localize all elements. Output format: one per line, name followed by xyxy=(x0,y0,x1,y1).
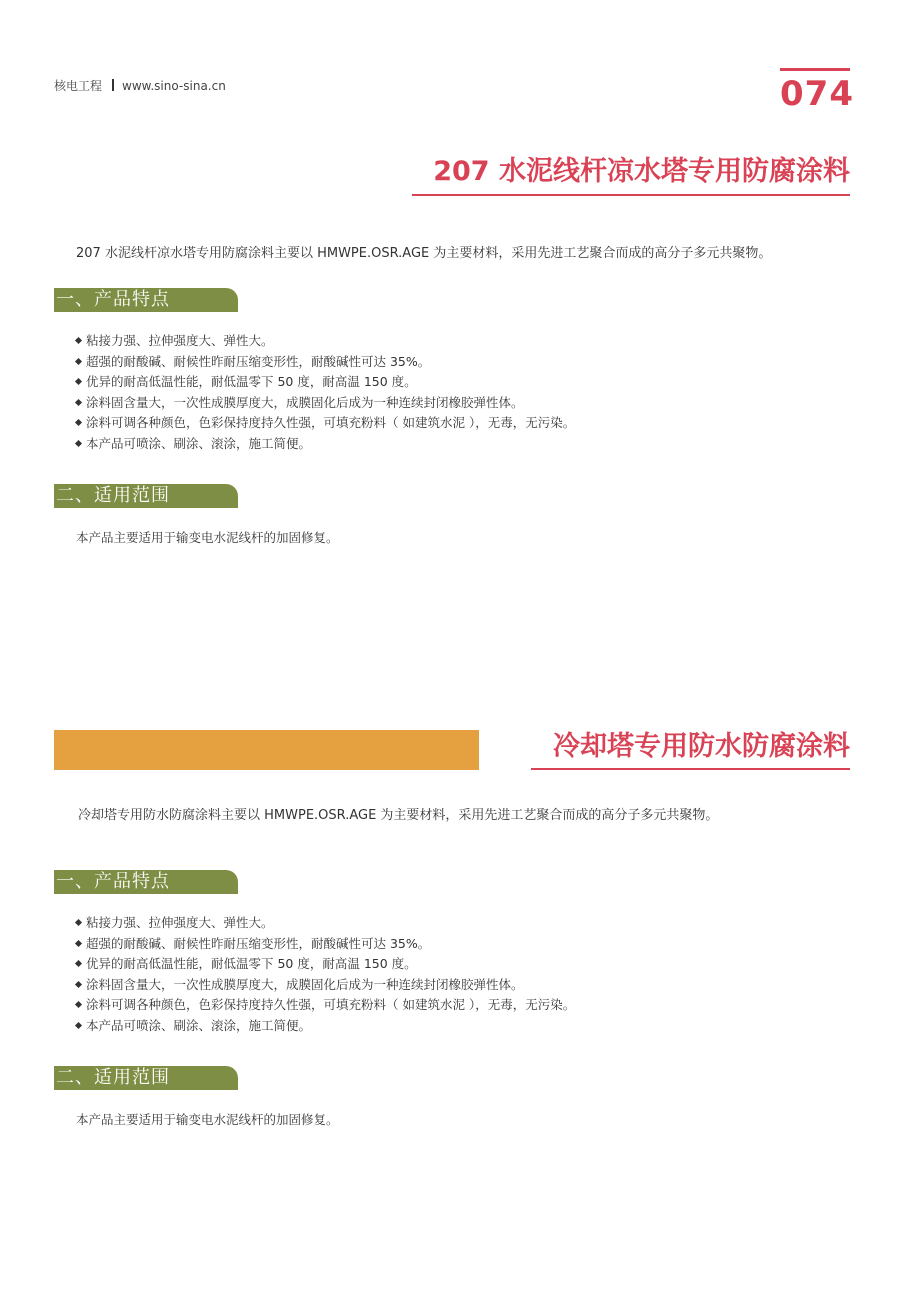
section-1-title: 207 水泥线杆凉水塔专用防腐涂料 xyxy=(433,156,850,187)
bullet-icon xyxy=(75,357,82,364)
bullet-icon xyxy=(75,960,82,967)
bullet-icon xyxy=(75,1021,82,1028)
bullet-icon xyxy=(75,1001,82,1008)
list-item: 涂料固含量大，一次性成膜厚度大，成膜固化后成为一种连续封闭橡胶弹性体。 xyxy=(76,975,575,996)
list-item: 优异的耐高低温性能，耐低温零下 50 度，耐高温 150 度。 xyxy=(76,954,575,975)
bullet-icon xyxy=(75,919,82,926)
list-item: 优异的耐高低温性能，耐低温零下 50 度，耐高温 150 度。 xyxy=(76,372,575,393)
page-header xyxy=(54,77,226,94)
section-2-features-label xyxy=(54,870,238,894)
list-item: 涂料可调各种颜色，色彩保持度持久性强，可填充粉料（ 如建筑水泥 ），无毒，无污染。 xyxy=(76,413,575,434)
section-1-intro: 207 水泥线杆凉水塔专用防腐涂料主要以 HMWPE.OSR.AGE 为主要材料，采用先进工艺聚合而成的高分子多元共聚物。 xyxy=(76,246,772,261)
section-1-feature-list xyxy=(76,331,575,454)
bullet-icon xyxy=(75,439,82,446)
section-2-title: 冷却塔专用防水防腐涂料 xyxy=(553,731,850,762)
section-1-scope-label xyxy=(54,484,238,508)
list-item: 超强的耐酸碱、耐候性昨耐压缩变形性，耐酸碱性可达 35%。 xyxy=(76,352,575,373)
list-item: 超强的耐酸碱、耐候性昨耐压缩变形性，耐酸碱性可达 35%。 xyxy=(76,934,575,955)
section-2-feature-list xyxy=(76,913,575,1036)
section-1-scope-heading: 二、适用范围 xyxy=(56,485,170,506)
page-number-rule xyxy=(780,68,850,71)
decorative-orange-bar xyxy=(54,730,479,770)
section-2-features-heading: 一、产品特点 xyxy=(56,871,170,892)
bullet-icon xyxy=(75,980,82,987)
list-item: 本产品可喷涂、刷涂、滚涂，施工简便。 xyxy=(76,1016,575,1037)
bullet-icon xyxy=(75,398,82,405)
section-1-scope-text: 本产品主要适用于输变电水泥线杆的加固修复。 xyxy=(76,530,339,545)
section-1-features-label xyxy=(54,288,238,312)
section-2-scope-text: 本产品主要适用于输变电水泥线杆的加固修复。 xyxy=(76,1112,339,1127)
section-2-intro: 冷却塔专用防水防腐涂料主要以 HMWPE.OSR.AGE 为主要材料，采用先进工艺聚合而成的高分子多元共聚物。 xyxy=(78,808,719,823)
list-item: 粘接力强、拉伸强度大、弹性大。 xyxy=(76,331,575,352)
list-item: 涂料可调各种颜色，色彩保持度持久性强，可填充粉料（ 如建筑水泥 ），无毒，无污染。 xyxy=(76,995,575,1016)
section-2-title-rule xyxy=(531,768,850,770)
section-2-scope-heading: 二、适用范围 xyxy=(56,1067,170,1088)
list-item: 本产品可喷涂、刷涂、滚涂，施工简便。 xyxy=(76,434,575,455)
section-1-title-rule xyxy=(412,194,850,196)
website-link[interactable]: www.sino-sina.cn xyxy=(122,79,226,93)
section-1-features-heading: 一、产品特点 xyxy=(56,289,170,310)
header-divider xyxy=(112,79,114,91)
section-2-scope-label xyxy=(54,1066,238,1090)
brand-name: 核电工程 xyxy=(54,79,103,93)
bullet-icon xyxy=(75,378,82,385)
bullet-icon xyxy=(75,939,82,946)
bullet-icon xyxy=(75,419,82,426)
page-number: 074 xyxy=(780,74,854,114)
list-item: 涂料固含量大，一次性成膜厚度大，成膜固化后成为一种连续封闭橡胶弹性体。 xyxy=(76,393,575,414)
bullet-icon xyxy=(75,337,82,344)
list-item: 粘接力强、拉伸强度大、弹性大。 xyxy=(76,913,575,934)
